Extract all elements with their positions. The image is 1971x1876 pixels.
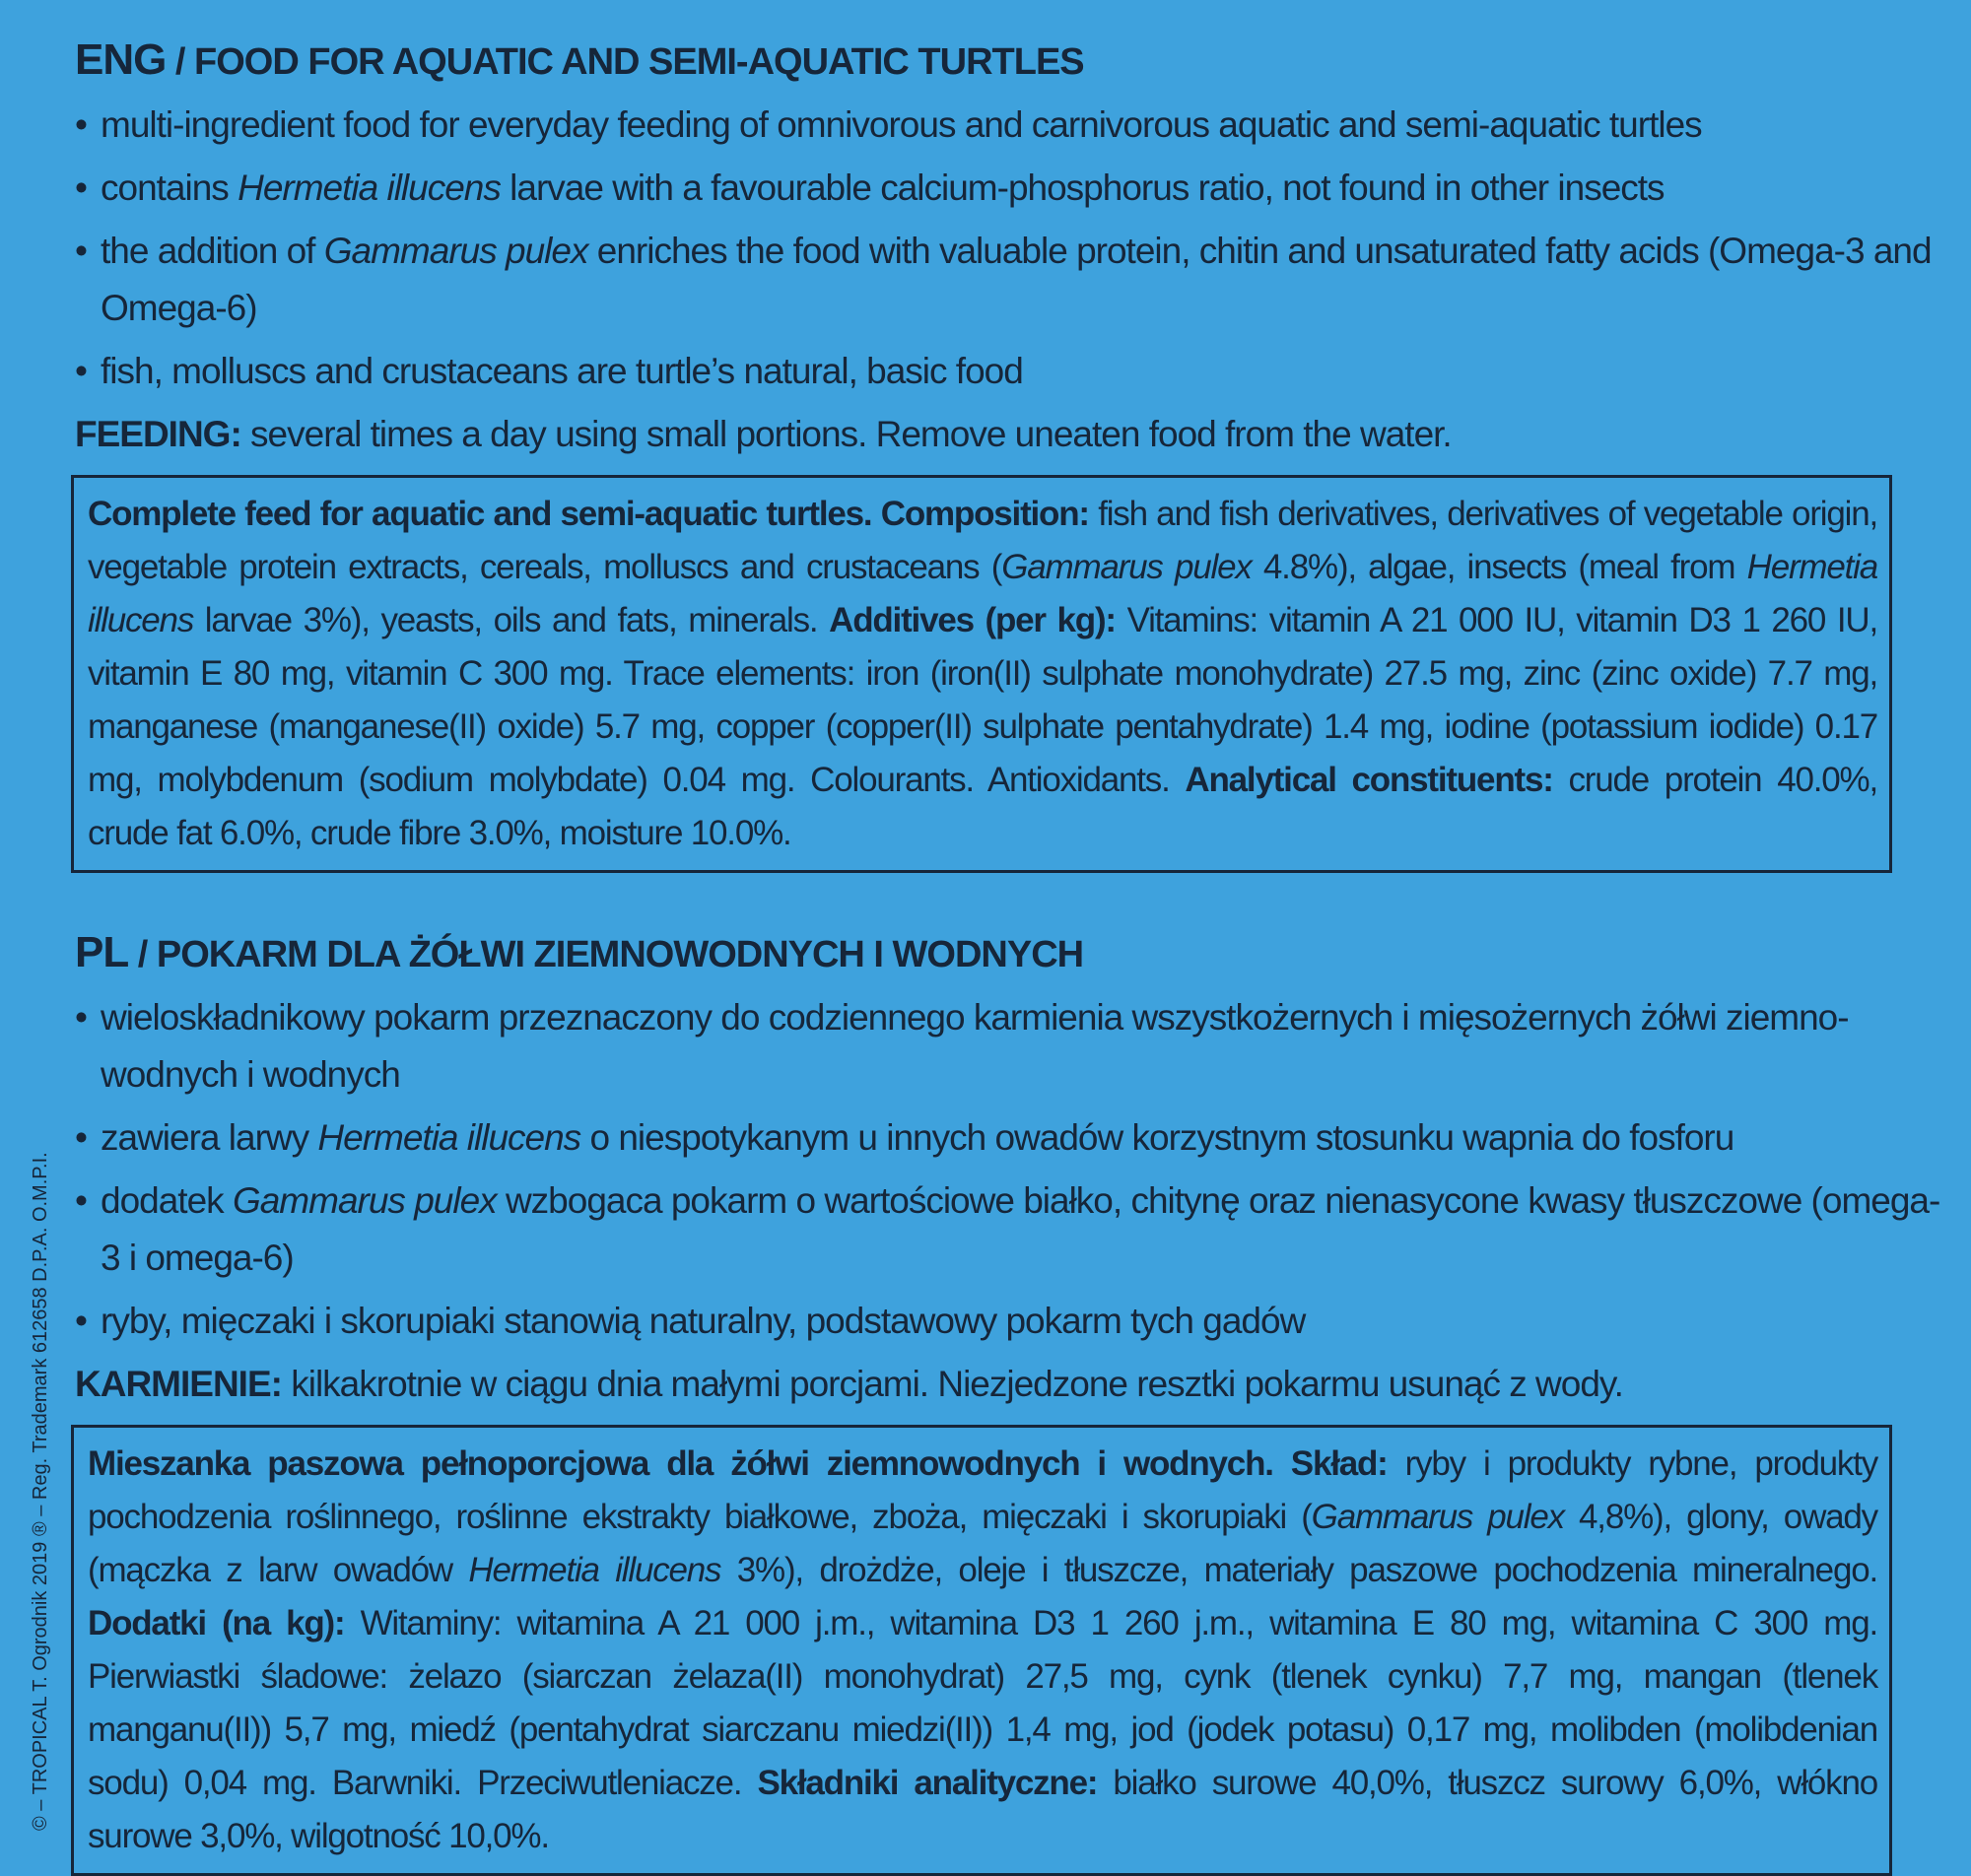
trademark-side-text: © – TROPICAL T. Ogrodnik 2019 ® – Reg. Trademark 612658 D.P.A. O.M.P.I. bbox=[30, 1152, 51, 1831]
eng-bullet-list bbox=[71, 97, 1943, 400]
bullet-icon: • bbox=[75, 1180, 87, 1221]
eng-feeding bbox=[75, 406, 1943, 463]
bullet-icon: • bbox=[75, 231, 87, 271]
list-item: • the addition of Gammarus pulex enriches the food with valuable protein, chitin and unsaturated fatty acids (Omega-3 and Omega-6) bbox=[75, 223, 1943, 337]
eng-feeding-text: several times a day using small portions. Remove uneaten food from the water. bbox=[240, 414, 1452, 454]
bullet-icon: • bbox=[75, 104, 87, 145]
eng-heading bbox=[75, 35, 1943, 87]
pl-feeding bbox=[75, 1356, 1943, 1413]
bullet-icon: • bbox=[75, 997, 87, 1038]
pl-section bbox=[71, 928, 1943, 1876]
pl-bullet-list bbox=[71, 989, 1943, 1350]
pl-title: / POKARM DLA ŻÓŁWI ZIEMNOWODNYCH I WODNYCH bbox=[128, 934, 1084, 975]
list-item: • dodatek Gammarus pulex wzbogaca pokarm o wartościowe białko, chitynę oraz nienasycone kwasy tłuszczowe (omega-3 i omega-6) bbox=[75, 1172, 1943, 1287]
pl-lang-code: PL bbox=[75, 928, 129, 976]
eng-section bbox=[71, 35, 1943, 873]
pl-heading bbox=[75, 928, 1943, 979]
bullet-icon: • bbox=[75, 168, 87, 208]
pl-feeding-text: kilkakrotnie w ciągu dnia małymi porcjami. Niezjedzone resztki pokarmu usunąć z wody. bbox=[281, 1364, 1623, 1404]
eng-title: / FOOD FOR AQUATIC AND SEMI-AQUATIC TURTLES bbox=[166, 41, 1084, 83]
list-item: • multi-ingredient food for everyday feeding of omnivorous and carnivorous aquatic and semi-aquatic turtles bbox=[75, 97, 1943, 154]
list-item: • fish, molluscs and crustaceans are turtle’s natural, basic food bbox=[75, 343, 1943, 400]
label-panel bbox=[71, 35, 1943, 1876]
eng-composition-box: Complete feed for aquatic and semi-aquatic turtles. Composition: fish and fish derivatives, derivatives of vegetable origin, vegetable protein extracts, cereals, molluscs and crustaceans (Gammarus pulex 4.8%), algae, insects (meal from Hermetia illucens larvae 3%), yeasts, oils and fats, minerals. Additives (per kg): Vitamins: vitamin A 21 000 IU, vitamin D3 1 260 IU, vitamin E 80 mg, vitamin C 300 mg. Trace elements: iron (iron(II) sulphate monohydrate) 27.5 mg, zinc (zinc oxide) 7.7 mg, manganese (manganese(II) oxide) 5.7 mg, copper (copper(II) sulphate pentahydrate) 1.4 mg, iodine (potassium iodide) 0.17 mg, molybdenum (sodium molybdate) 0.04 mg. Colourants. Antioxidants. Analytical constituents: crude protein 40.0%, crude fat 6.0%, crude fibre 3.0%, moisture 10.0%. bbox=[71, 475, 1892, 873]
bullet-icon: • bbox=[75, 351, 87, 391]
eng-feeding-label: FEEDING: bbox=[75, 414, 241, 454]
list-item: • ryby, mięczaki i skorupiaki stanowią naturalny, podstawowy pokarm tych gadów bbox=[75, 1293, 1943, 1350]
list-item: • wieloskładnikowy pokarm przeznaczony do codziennego karmienia wszystkożernych i mięsożernych żółwi ziemno-wodnych i wodnych bbox=[75, 989, 1943, 1104]
pl-feeding-label: KARMIENIE: bbox=[75, 1364, 282, 1404]
bullet-icon: • bbox=[75, 1301, 87, 1341]
list-item: • contains Hermetia illucens larvae with a favourable calcium-phosphorus ratio, not found in other insects bbox=[75, 160, 1943, 217]
pl-composition-box: Mieszanka paszowa pełnoporcjowa dla żółwi ziemnowodnych i wodnych. Skład: ryby i produkty rybne, produkty pochodzenia roślinnego, roślinne ekstrakty białkowe, zboża, mięczaki i skorupiaki (Gammarus pulex 4,8%), glony, owady (mączka z larw owadów Hermetia illucens 3%), drożdże, oleje i tłuszcze, materiały paszowe pochodzenia mineralnego. Dodatki (na kg): Witaminy: witamina A 21 000 j.m., witamina D3 1 260 j.m., witamina E 80 mg, witamina C 300 mg. Pierwiastki śladowe: żelazo (siarczan żelaza(II) monohydrat) 27,5 mg, cynk (tlenek cynku) 7,7 mg, mangan (tlenek manganu(II)) 5,7 mg, miedź (pentahydrat siarczanu miedzi(II)) 1,4 mg, jod (jodek potasu) 0,17 mg, molibden (molibdenian sodu) 0,04 mg. Barwniki. Przeciwutleniacze. Składniki analityczne: białko surowe 40,0%, tłuszcz surowy 6,0%, włókno surowe 3,0%, wilgotność 10,0%. bbox=[71, 1425, 1892, 1876]
list-item: • zawiera larwy Hermetia illucens o niespotykanym u innych owadów korzystnym stosunku wapnia do fosforu bbox=[75, 1109, 1943, 1167]
bullet-icon: • bbox=[75, 1117, 87, 1158]
eng-lang-code: ENG bbox=[75, 35, 167, 84]
